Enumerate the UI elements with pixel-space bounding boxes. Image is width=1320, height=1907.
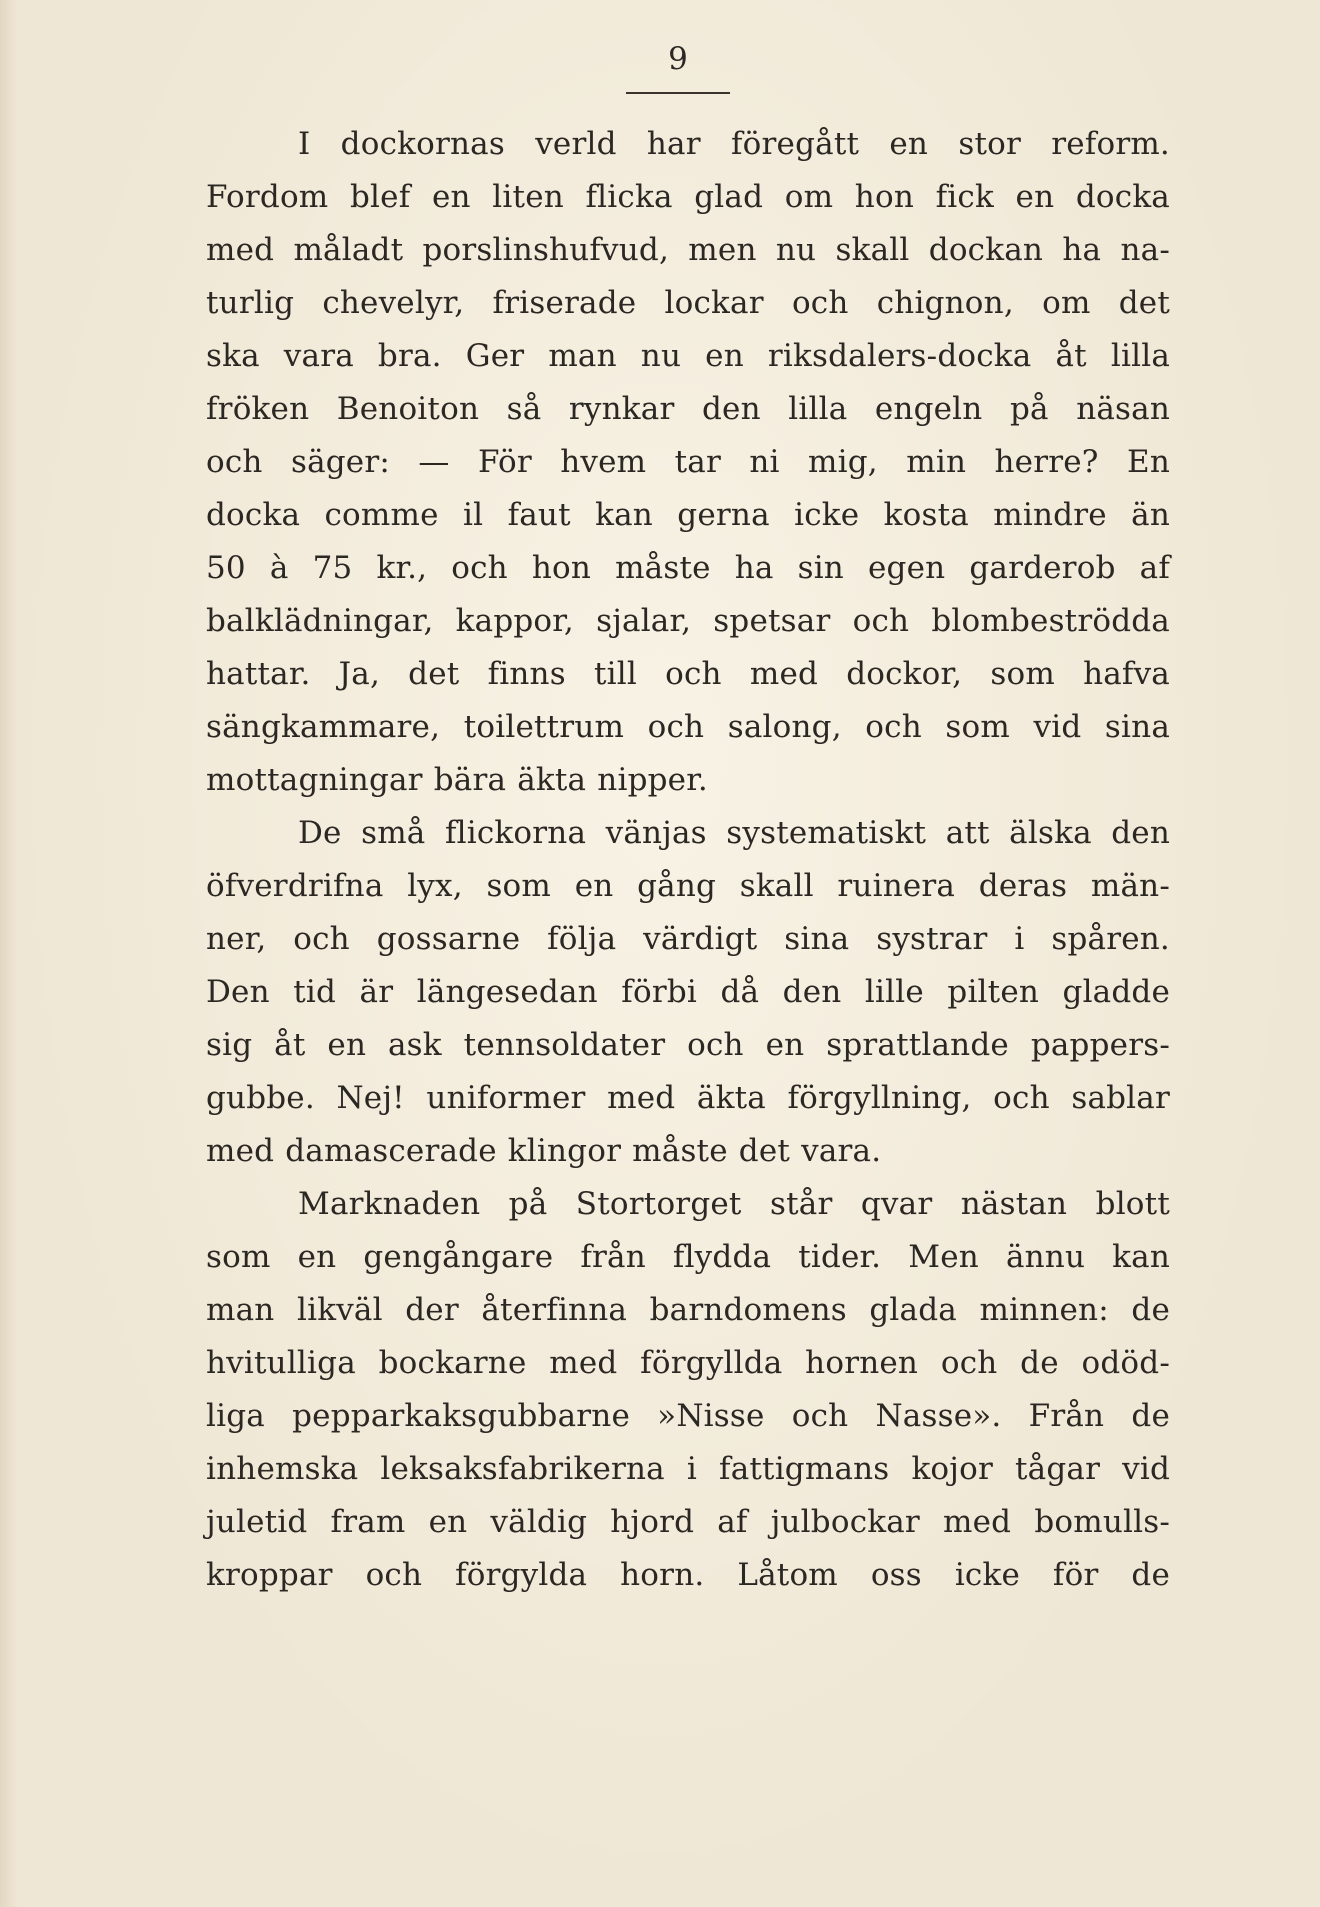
text-line: öfverdrifna lyx, som en gång skall ruinera deras män- — [206, 868, 1170, 904]
text-line: juletid fram en väldig hjord af julbockar med bomulls- — [206, 1504, 1170, 1540]
text-line: ner, och gossarne följa värdigt sina systrar i spåren. — [206, 921, 1170, 957]
text-line: De små flickorna vänjas systematiskt att älska den — [298, 815, 1170, 851]
text-line: man likväl der återfinna barndomens glada minnen: de — [206, 1292, 1170, 1328]
text-line: Fordom blef en liten flicka glad om hon fick en docka — [206, 179, 1170, 215]
text-line: kroppar och förgylda horn. Låtom oss icke för de — [206, 1557, 1170, 1593]
text-line: som en gengångare från flydda tider. Men ännu kan — [206, 1239, 1170, 1275]
text-line: liga pepparkaksgubbarne »Nisse och Nasse». Från de — [206, 1398, 1170, 1434]
text-line: docka comme il faut kan gerna icke kosta mindre än — [206, 497, 1170, 533]
text-line: ska vara bra. Ger man nu en riksdalers-docka åt lilla — [206, 338, 1170, 374]
text-line: hattar. Ja, det finns till och med dockor, som hafva — [206, 656, 1170, 692]
text-line: och säger: — För hvem tar ni mig, min herre? En — [206, 444, 1170, 480]
text-line: hvitulliga bockarne med förgyllda hornen och de odöd- — [206, 1345, 1170, 1381]
text-line: med damascerade klingor måste det vara. — [206, 1133, 882, 1169]
text-line: Den tid är längesedan förbi då den lille pilten gladde — [206, 974, 1170, 1010]
text-line: 50 à 75 kr., och hon måste ha sin egen garderob af — [206, 550, 1170, 586]
text-line: inhemska leksaksfabrikerna i fattigmans kojor tågar vid — [206, 1451, 1170, 1487]
text-line: sängkammare, toilettrum och salong, och som vid sina — [206, 709, 1170, 745]
text-line: gubbe. Nej! uniformer med äkta förgyllning, och sablar — [206, 1080, 1170, 1116]
page-number: 9 — [668, 41, 688, 77]
text-line: sig åt en ask tennsoldater och en sprattlande pappers- — [206, 1027, 1170, 1063]
text-line: Marknaden på Stortorget står qvar nästan blott — [298, 1186, 1170, 1222]
text-line: mottagningar bära äkta nipper. — [206, 762, 708, 798]
text-line: turlig chevelyr, friserade lockar och chignon, om det — [206, 285, 1170, 321]
page-edge-shadow — [0, 0, 18, 1907]
page-number-rule — [626, 92, 730, 94]
text-line: med måladt porslinshufvud, men nu skall dockan ha na- — [206, 232, 1170, 268]
text-line: I dockornas verld har föregått en stor reform. — [298, 126, 1170, 162]
text-line: balklädningar, kappor, sjalar, spetsar och blombeströdda — [206, 603, 1170, 639]
text-line: fröken Benoiton så rynkar den lilla engeln på näsan — [206, 391, 1170, 427]
